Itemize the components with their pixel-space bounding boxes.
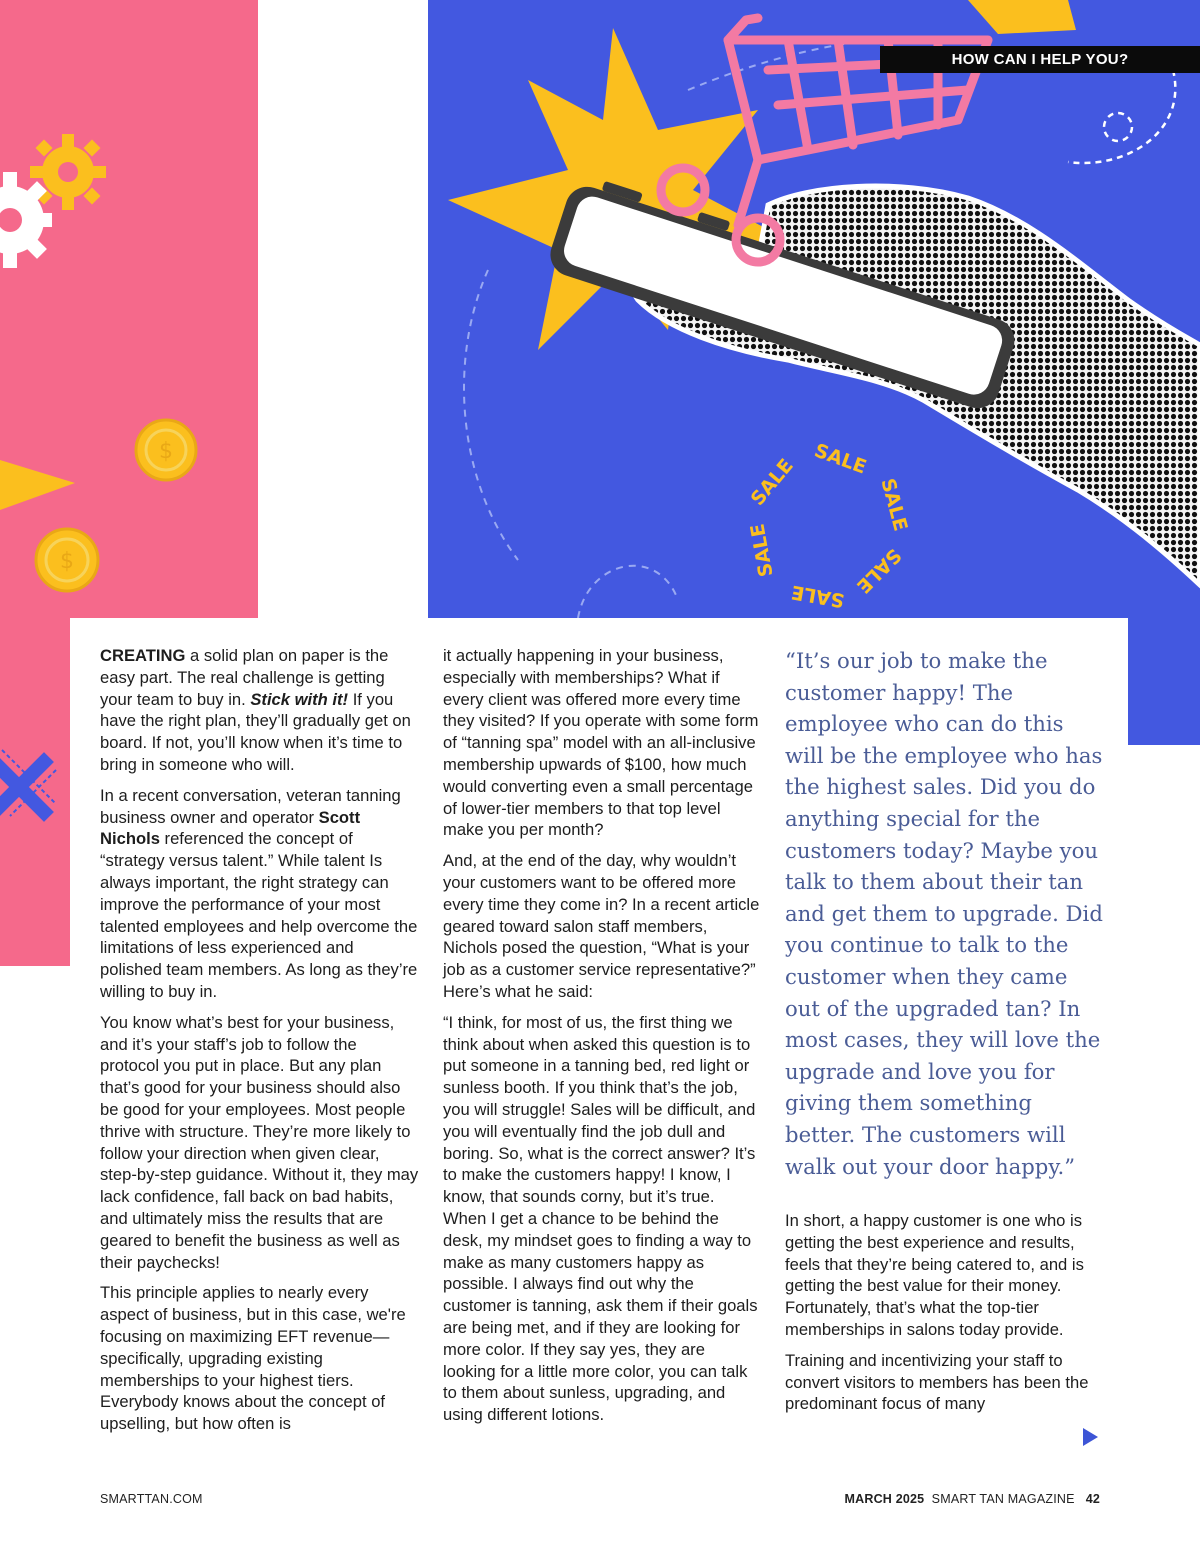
coin-icon [34, 527, 100, 593]
yellow-triangle-shape [0, 455, 80, 515]
paragraph-text: a solid plan on paper is the easy part. The real challenge is getting your team to buy in. [100, 646, 389, 709]
sale-label: SALE [746, 454, 798, 510]
emphasis-text: Stick with it! [250, 689, 349, 709]
shopping-hero-illustration [428, 0, 1200, 618]
paragraph-text: If you have the right plan, they’ll gradually get on board. If not, you’ll know when it’s time to bring in someone who will. [100, 689, 411, 774]
body-paragraph: This principle applies to nearly every aspect of business, but in this case, we're focusing on maximizing EFT revenue—specifically, upgrading existing memberships to your highest tiers. Everybody knows about the concept of upselling, but how often is [100, 1283, 406, 1434]
paragraph-text: referenced the concept of “strategy versus talent.” While talent Is always important, the right strategy can improve the performance of your most talented employees and help overcome the limitations of less experienced and polished team members. As long as they’re willing to buy in. [100, 829, 418, 1001]
footer-issue-date: MARCH 2025 [844, 1492, 925, 1506]
gear-icon [0, 172, 52, 268]
body-paragraph: “I think, for most of us, the first thing we think about when asked this question is to put someone in a tanning bed, red light or sunless booth. If you think that’s the job, you will struggle! Sales will be difficult, and you will eventually find the job dull and boring. So, what is the correct answer? It’s to make the customers happy! I know, I know, that sounds corny, but it’s true. When I get a chance to be behind the desk, my mindset goes to finding a way to make as many customers happy as possible. I always find out why the customer is tanning, ask them if their goals are being met, and if they are looking for more color. If they say yes, they are looking for a little more color, you can talk to them about sunless, upgrading, and using different lotions. [443, 1012, 758, 1425]
next-page-arrow-icon[interactable] [1083, 1428, 1098, 1446]
body-paragraph: You know what’s best for your business, and it’s your staff’s job to follow the protocol you put in place. But any plan that’s good for your business should also be good for your employees. Most people thrive with structure. They’re more likely to follow your direction when given clear, step-by-step guidance. Without it, they may lack confidence, fall back on bad habits, and ultimately miss the results that are geared to benefit the business as well as their paychecks! [100, 1012, 419, 1272]
paragraph-text: In a recent conversation, veteran tanning business owner and operator [100, 785, 401, 827]
footer-issue-info [845, 1492, 1101, 1506]
svg-text:$: $ [159, 439, 173, 464]
sale-label: SALE [876, 476, 912, 534]
footer-site[interactable]: SMARTTAN.COM [100, 1492, 203, 1506]
body-paragraph: it actually happening in your business, especially with memberships? What if every client was offered more every time they visited? If you operate with some form of “tanning spa” model with an all-inclusive membership upwards of $100, how much would converting even a small percentage of lower-tier members to that top level make you per month? [443, 646, 759, 840]
sale-label: SALE [852, 544, 906, 598]
body-paragraph [100, 645, 420, 776]
body-paragraph [100, 785, 420, 1003]
body-paragraph: In short, a happy customer is one who is getting the best experience and results, feels that they’re being catered to, and is getting the best value for their money. Fortunately, that’s what the top-tier memberships in salons today provide. [785, 1211, 1084, 1339]
pull-quote: “It’s our job to make the customer happy! The employee who can do this will be the employee who has the highest sales. Did you do anything special for the customers today? Maybe you talk to them about their tan and get them to upgrade. Did you continue to talk to the customer when they came out of the upgraded tan? In most cases, they will love the upgrade and love you for giving them something better. The customers will walk out your door happy.” [785, 648, 1103, 1179]
page-number: 42 [1085, 1492, 1100, 1506]
body-paragraph: Training and incentivizing your staff to convert visitors to members has been the predominant focus of many [785, 1350, 1089, 1414]
footer-magazine-name: SMART TAN MAGAZINE [931, 1492, 1075, 1506]
gear-icon [30, 134, 106, 210]
gears-illustration [0, 120, 130, 280]
person-name: Scott Nichols [100, 807, 361, 849]
sale-label: SALE [811, 439, 870, 479]
x-mark-icon [0, 740, 64, 836]
article-column-3 [785, 1210, 1105, 1424]
body-paragraph: And, at the end of the day, why wouldn’t your customers want to be offered more every time they come in? In a recent article geared toward salon staff members, Nichols posed the question, “What is your job as a customer service representative?” Here’s what he said: [443, 851, 760, 1001]
shopping-bag-icon [968, 0, 1076, 34]
sale-label: SALE [746, 521, 778, 579]
svg-text:$: $ [60, 549, 74, 574]
article-column-2 [443, 645, 761, 1435]
article-column-1 [100, 645, 420, 1444]
coin-icon [134, 418, 198, 482]
lead-word: CREATING [100, 646, 186, 665]
section-tag: HOW CAN I HELP YOU? [880, 46, 1200, 73]
sale-label: SALE [789, 580, 847, 612]
